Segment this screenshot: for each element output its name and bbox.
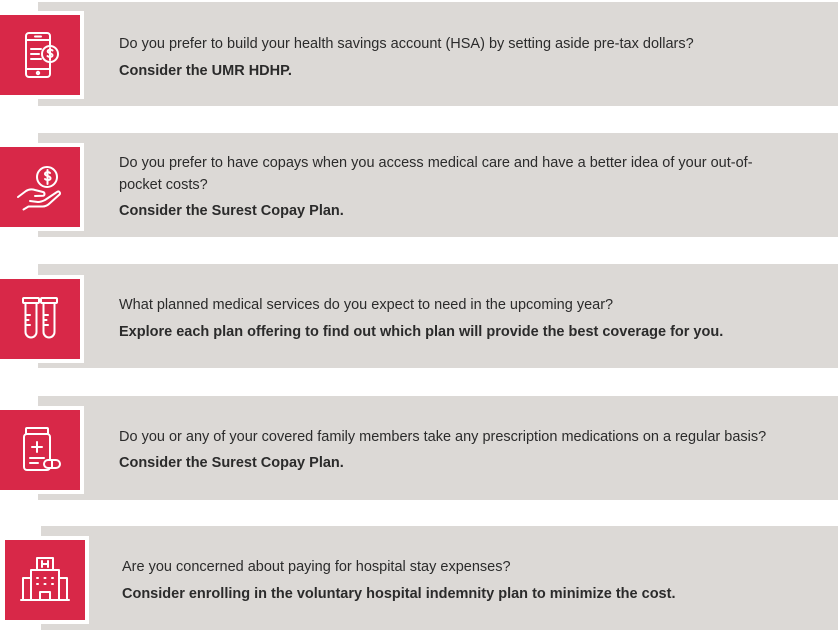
card-question: What planned medical services do you expect to need in the upcoming year? <box>119 297 614 313</box>
card-question: Do you or any of your covered family members take any prescription medications on a regular basis? <box>119 429 767 445</box>
card-answer: Consider enrolling in the voluntary hospital indemnity plan to minimize the cost. <box>122 586 676 602</box>
card-answer: Consider the Surest Copay Plan. <box>119 455 344 471</box>
card-question: Do you prefer to build your health savings account (HSA) by setting aside pre-tax dollars? <box>119 36 694 52</box>
test-tubes-icon <box>14 293 66 345</box>
icon-badge <box>0 11 84 99</box>
pill-bottle-icon <box>14 424 66 476</box>
hand-coin-icon <box>14 161 66 213</box>
card-answer: Consider the UMR HDHP. <box>119 63 292 79</box>
card-answer: Consider the Surest Copay Plan. <box>119 203 344 219</box>
card-panel <box>38 396 838 500</box>
hospital-icon <box>19 554 71 606</box>
card-question: Are you concerned about paying for hospital stay expenses? <box>122 559 511 575</box>
card-panel <box>38 264 838 368</box>
mobile-dollar-icon <box>14 29 66 81</box>
icon-badge <box>0 143 84 231</box>
icon-badge <box>1 536 89 624</box>
card-answer: Explore each plan offering to find out which plan will provide the best coverage for you. <box>119 324 724 340</box>
icon-badge <box>0 275 84 363</box>
card-panel <box>41 526 838 630</box>
icon-badge <box>0 406 84 494</box>
card-question: Do you prefer to have copays when you access medical care and have a better idea of your out-of-pocket costs? <box>119 155 753 193</box>
